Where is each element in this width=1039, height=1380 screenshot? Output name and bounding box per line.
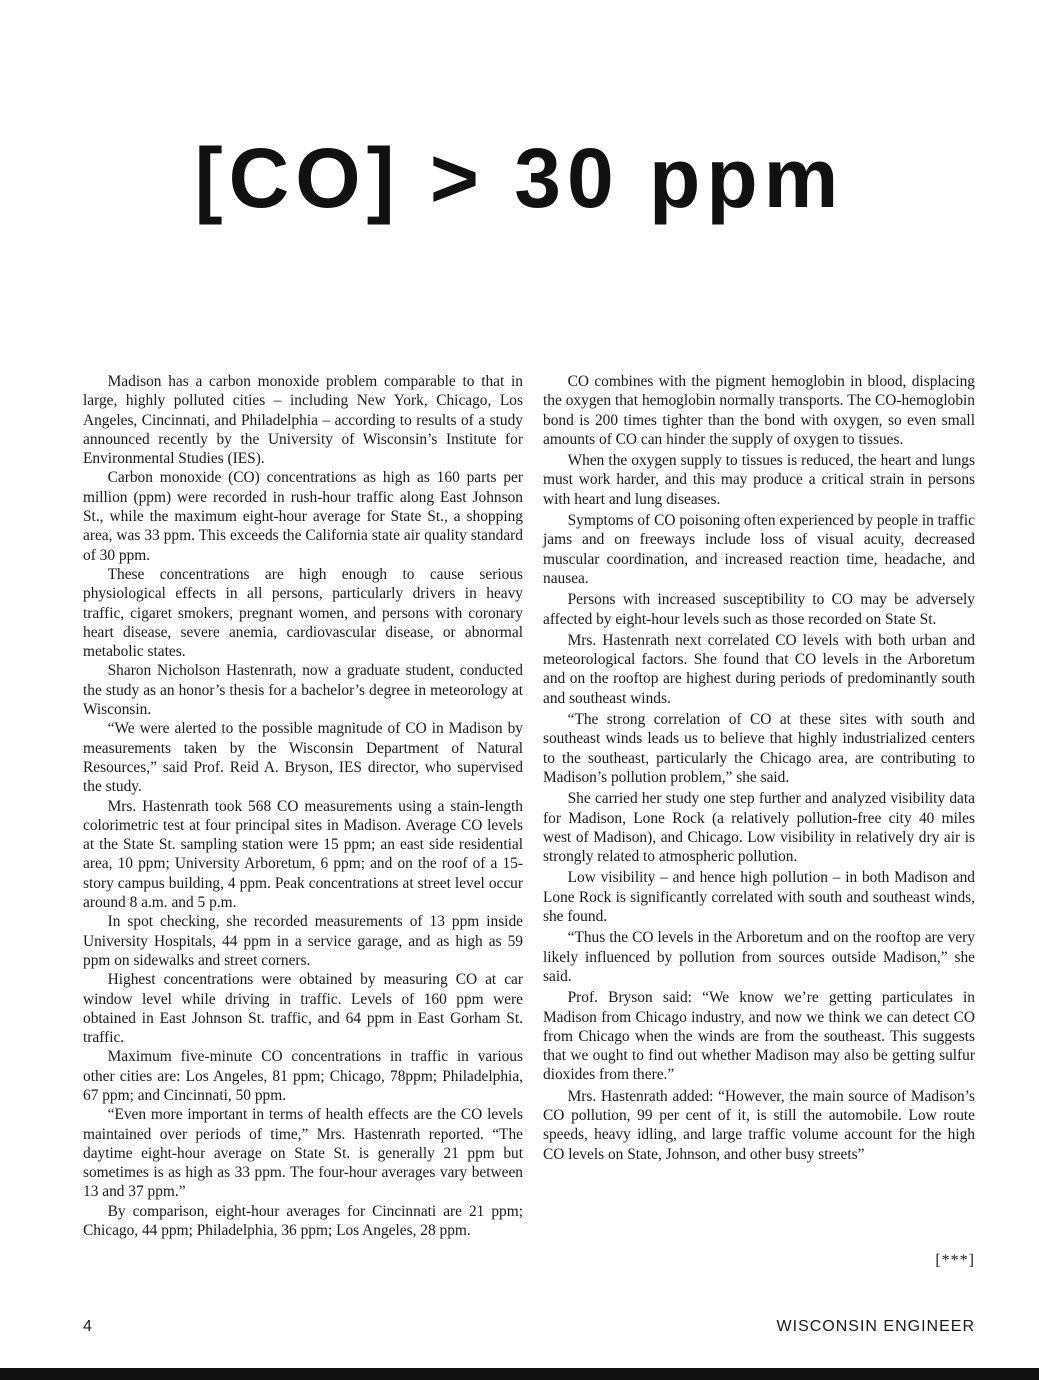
paragraph: Carbon monoxide (CO) concentrations as high as 160 parts per million (ppm) were recorded in rush-hour traffic along East Johnson St., while the maximum eight-hour average for State St., a shopping area, was 33 ppm. This exceeds the California state air quality standard of 30 ppm. xyxy=(83,469,523,564)
left-column xyxy=(83,372,523,1240)
paragraph: Maximum five-minute CO concentrations in traffic in various other cities are: Los Angeles, 81 ppm; Chicago, 78ppm; Philadelphia, 67 ppm; and Cincinnati, 50 ppm. xyxy=(83,1048,523,1104)
paragraph: “Even more important in terms of health effects are the CO levels maintained over periods of time,” Mrs. Hastenrath reported. “The daytime eight-hour average on State St. is generally 21 ppm but sometimes is as high as 33 ppm. The four-hour averages vary between 13 and 37 ppm.” xyxy=(83,1106,523,1201)
paragraph: She carried her study one step further and analyzed visibility data for Madison, Lone Rock (a relatively pollution-free city 40 miles west of Madison), and Chicago. Low visibility in relatively dry air is strongly related to atmospheric pollution. xyxy=(543,790,975,866)
paragraph: In spot checking, she recorded measurements of 13 ppm inside University Hospitals, 44 ppm in a service garage, and as high as 59 ppm on sidewalks and street corners. xyxy=(83,913,523,969)
scan-edge-bar xyxy=(0,1368,1039,1380)
paragraph: When the oxygen supply to tissues is reduced, the heart and lungs must work harder, and this may produce a critical strain in persons with heart and lung diseases. xyxy=(543,452,975,508)
paragraph: Sharon Nicholson Hastenrath, now a graduate student, conducted the study as an honor’s thesis for a bachelor’s degree in meteorology at Wisconsin. xyxy=(83,662,523,719)
paragraph: By comparison, eight-hour averages for Cincinnati are 21 ppm; Chicago, 44 ppm; Philadelphia, 36 ppm; Los Angeles, 28 ppm. xyxy=(83,1202,523,1240)
publication-name: WISCONSIN ENGINEER xyxy=(776,1318,975,1335)
paragraph: Persons with increased susceptibility to CO may be adversely affected by eight-hour levels such as those recorded on State St. xyxy=(543,591,975,628)
end-mark: [***] xyxy=(935,1252,975,1269)
paragraph: Highest concentrations were obtained by measuring CO at car window level while driving in traffic. Levels of 160 ppm were obtained in East Johnson St. traffic, and 64 ppm in East Gorham St. traffic. xyxy=(83,971,523,1047)
paragraph: These concentrations are high enough to cause serious physiological effects in all persons, particularly drivers in heavy traffic, cigaret smokers, pregnant women, and persons with coronary heart disease, severe anemia, cardiovascular disease, or abnormal metabolic states. xyxy=(83,565,523,661)
paragraph: Madison has a carbon monoxide problem comparable to that in large, highly polluted cities – including New York, Chicago, Los Angeles, Cincinnati, and Philadelphia – according to results of a study announced recently by the University of Wisconsin’s Institute for Environmental Studies (IES). xyxy=(83,373,523,468)
paragraph: “We were alerted to the possible magnitude of CO in Madison by measurements taken by the Wisconsin Department of Natural Resources,” said Prof. Reid A. Bryson, IES director, who supervised the study. xyxy=(83,720,523,796)
article-title: [CO] > 30 ppm xyxy=(194,131,845,225)
paragraph: Mrs. Hastenrath next correlated CO levels with both urban and meteorological factors. She found that CO levels in the Arboretum and on the rooftop are highest during periods of predominantly south and southeast winds. xyxy=(543,631,975,707)
paragraph: “Thus the CO levels in the Arboretum and on the rooftop are very likely influenced by pollution from sources outside Madison,” she said. xyxy=(543,929,975,985)
paragraph: CO combines with the pigment hemoglobin in blood, displacing the oxygen that hemoglobin normally transports. The CO-hemoglobin bond is 200 times tighter than the bond with oxygen, so even small amounts of CO can hinder the supply of oxygen to tissues. xyxy=(543,373,975,448)
paragraph: Symptoms of CO poisoning often experienced by people in traffic jams and on freeways include loss of visual acuity, decreased muscular coordination, and increased reaction time, headache, and nausea. xyxy=(543,512,975,587)
paragraph: Prof. Bryson said: “We know we’re getting particulates in Madison from Chicago industry, and now we think we can detect CO from Chicago when the winds are from the southeast. This suggests that we ought to find out whether Madison may also be getting sulfur dioxides from there.” xyxy=(543,989,975,1084)
paragraph: Low visibility – and hence high pollution – in both Madison and Lone Rock is significantly correlated with south and southeast winds, she found. xyxy=(543,869,975,926)
paragraph: Mrs. Hastenrath took 568 CO measurements using a stain-length colorimetric test at four principal sites in Madison. Average CO levels at the State St. sampling station were 15 ppm; an east side residential area, 10 ppm; University Arboretum, 6 ppm; and on the roof of a 15-story campus building, 4 ppm. Peak concentrations at street level occur around 8 a.m. and 5 p.m. xyxy=(83,797,523,912)
paragraph: Mrs. Hastenrath added: “However, the main source of Madison’s CO pollution, 99 per cent of it, is still the automobile. Low route speeds, heavy idling, and large traffic volume account for the high CO levels on State, Johnson, and other busy streets” xyxy=(543,1087,975,1163)
paragraph: “The strong correlation of CO at these sites with south and southeast winds leads us to believe that highly industrialized centers to the southeast, particularly the Chicago area, are contributing to Madison’s pollution problem,” she said. xyxy=(543,711,975,786)
page-number: 4 xyxy=(83,1318,92,1335)
right-column xyxy=(543,372,975,1166)
